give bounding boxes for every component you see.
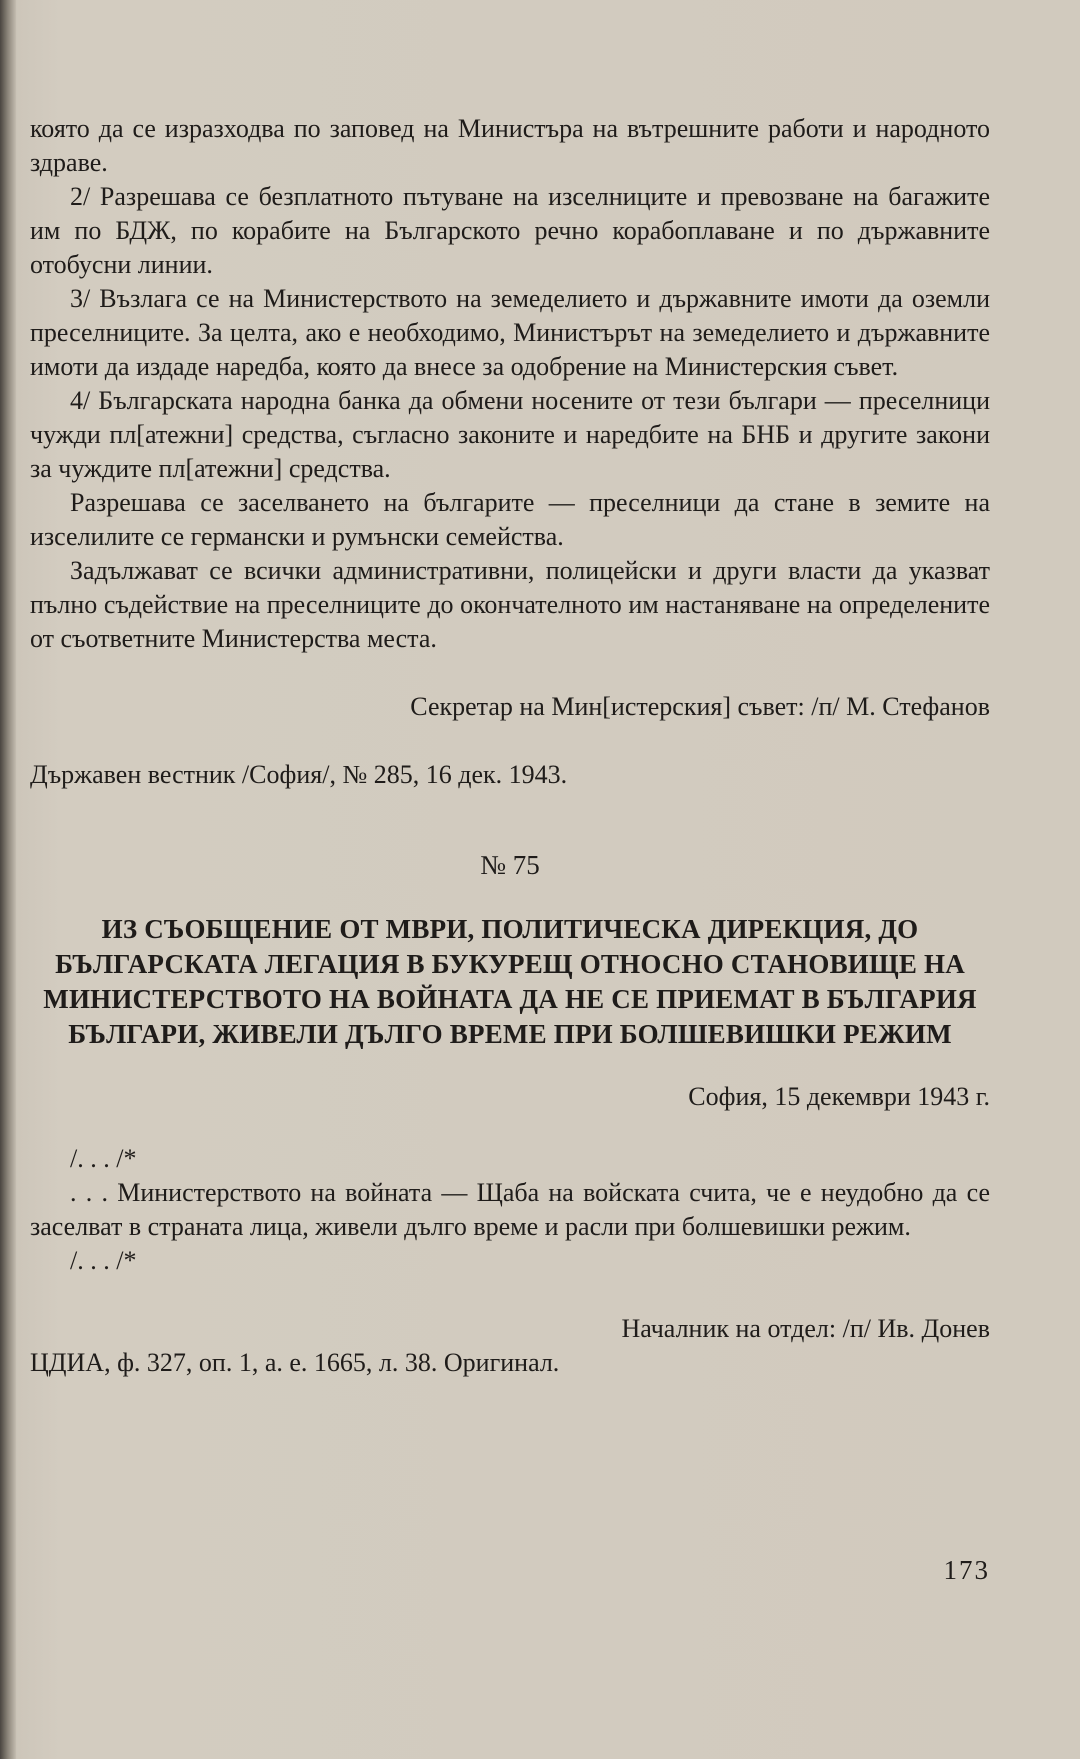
paragraph: Задължават се всички административни, полицейски и други власти да указват пълно съдействие на преселниците до окончателното им настаняване на определените от съответните Министерства места.: [30, 556, 990, 653]
signature-department-head: Началник на отдел: /п/ Ив. Донев: [621, 1314, 990, 1343]
document-number: № 75: [480, 850, 540, 880]
paragraph: която да се изразходва по заповед на Министъра на вътрешните работи и народното здраве.: [30, 114, 990, 177]
paragraph: Разрешава се заселването на българите — преселници да стане в земите на изселилите се германски и румънски семейства.: [30, 488, 990, 551]
paragraph: 3/ Възлага се на Министерството на земеделието и държавните имоти да оземли преселниците. За целта, ако е необходимо, Министърът на земеделието и държавните имоти да издаде наредба, която да внесе за одобрение на Министерския съвет.: [30, 284, 990, 381]
paragraph: 2/ Разрешава се безплатното пътуване на изселниците и превозване на багажите им по БДЖ, по корабите на Българското речно корабоплаване и по държавните отобусни линии.: [30, 182, 990, 279]
omission-mark: /. . . /*: [70, 1144, 137, 1173]
book-spine-shadow: [0, 0, 16, 1759]
page-content: [30, 112, 990, 1380]
source-citation: Държавен вестник /София/, № 285, 16 дек. 1943.: [30, 760, 568, 789]
page-number: 173: [943, 1555, 990, 1585]
paragraph: 4/ Българската народна банка да обмени носените от тези българи — преселници чужди пл[атежни] средства, съгласно законите и наредбите на БНБ и другите закони за чуждите пл[атежни] средства.: [30, 386, 990, 483]
document-date: София, 15 декември 1943 г.: [688, 1082, 990, 1111]
signature-secretary: Секретар на Мин[истерския] съвет: /п/ М. Стефанов: [410, 692, 990, 721]
document-title: ИЗ СЪОБЩЕНИЕ ОТ МВРИ, ПОЛИТИЧЕСКА ДИРЕКЦИЯ, ДО БЪЛГАРСКАТА ЛЕГАЦИЯ В БУКУРЕЩ ОТНОСНО СТАНОВИЩЕ НА МИНИСТЕРСТВОТО НА ВОЙНАТА ДА НЕ СЕ ПРИЕМАТ В БЪЛГАРИЯ БЪЛГАРИ, ЖИВЕЛИ ДЪЛГО ВРЕМЕ ПРИ БОЛШЕВИШКИ РЕЖИМ: [43, 914, 977, 1049]
omission-mark: /. . . /*: [70, 1246, 137, 1275]
body-text: . . . Министерството на войната — Щаба на войската счита, че е неудобно да се заселват в страната лица, живели дълго време и расли при болшевишки режим.: [30, 1178, 990, 1241]
archive-citation: ЦДИА, ф. 327, оп. 1, а. е. 1665, л. 38. Оригинал.: [30, 1348, 560, 1377]
